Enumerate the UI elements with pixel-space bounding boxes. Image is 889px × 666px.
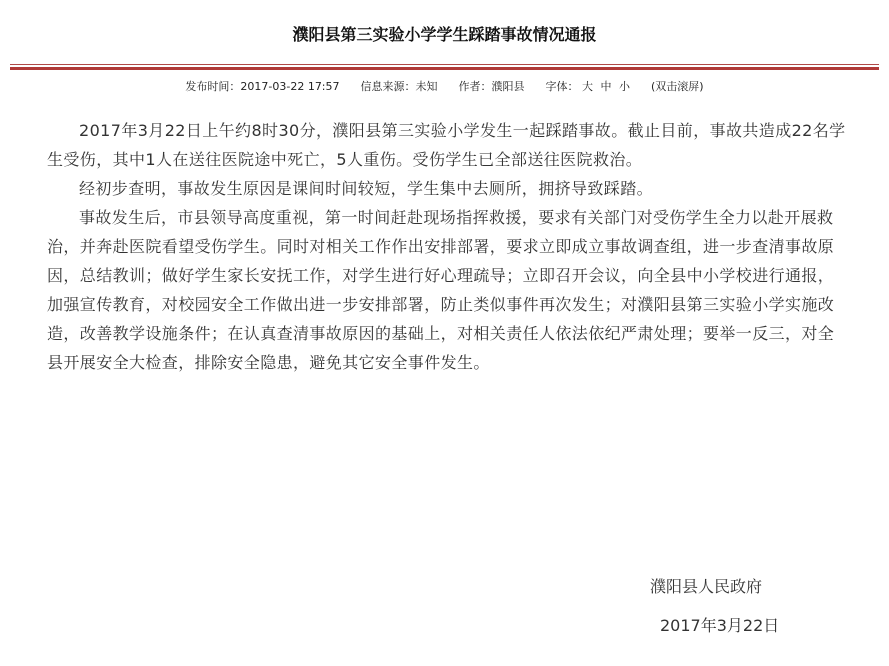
source-value: 未知: [415, 80, 438, 93]
font-size-large-link[interactable]: 大: [582, 80, 594, 93]
article-title: 濮阳县第三实验小学学生踩踏事故情况通报: [292, 25, 597, 44]
title-divider-thick: [10, 67, 879, 70]
article-body: [47, 116, 847, 377]
font-size-small-link[interactable]: 小: [619, 80, 631, 93]
signature-date: 2017年3月22日: [660, 616, 780, 635]
signature-organization: 濮阳县人民政府: [650, 577, 763, 596]
font-size-label: 字体：: [545, 80, 579, 93]
source-label: 信息来源：: [360, 80, 416, 93]
author-label: 作者：: [458, 80, 492, 93]
publish-time-value: 2017-03-22 17:57: [240, 80, 340, 93]
double-click-scroll-toggle[interactable]: (双击滚屏): [651, 80, 704, 93]
paragraph-response: 事故发生后，市县领导高度重视，第一时间赶赴现场指挥救援，要求有关部门对受伤学生全力以赴开展救治，并奔赴医院看望受伤学生。同时对相关工作作出安排部署，要求立即成立事故调查组，进一步查清事故原因，总结教训；做好学生家长安抚工作，对学生进行好心理疏导；立即召开会议，向全县中小学校进行通报，加强宣传教育，对校园安全工作做出进一步安排部署，防止类似事件再次发生；对濮阳县第三实验小学实施改造，改善教学设施条件；在认真查清事故原因的基础上，对相关责任人依法依纪严肃处理；要举一反三，对全县开展安全大检查，排除安全隐患，避免其它安全事件发生。: [47, 208, 835, 372]
publish-time-label: 发布时间：: [185, 80, 241, 93]
paragraph-incident: 2017年3月22日上午约8时30分，濮阳县第三实验小学发生一起踩踏事故。截止目前，事故共造成22名学生受伤，其中1人在送往医院途中死亡，5人重伤。受伤学生已全部送往医院救治。: [47, 121, 846, 169]
author-value: 濮阳县: [491, 80, 525, 93]
font-size-medium-link[interactable]: 中: [600, 80, 612, 93]
title-divider-thin: [10, 64, 879, 65]
paragraph-cause: 经初步查明，事故发生原因是课间时间较短，学生集中去厕所，拥挤导致踩踏。: [79, 179, 654, 198]
article-meta-bar: [0, 78, 889, 94]
